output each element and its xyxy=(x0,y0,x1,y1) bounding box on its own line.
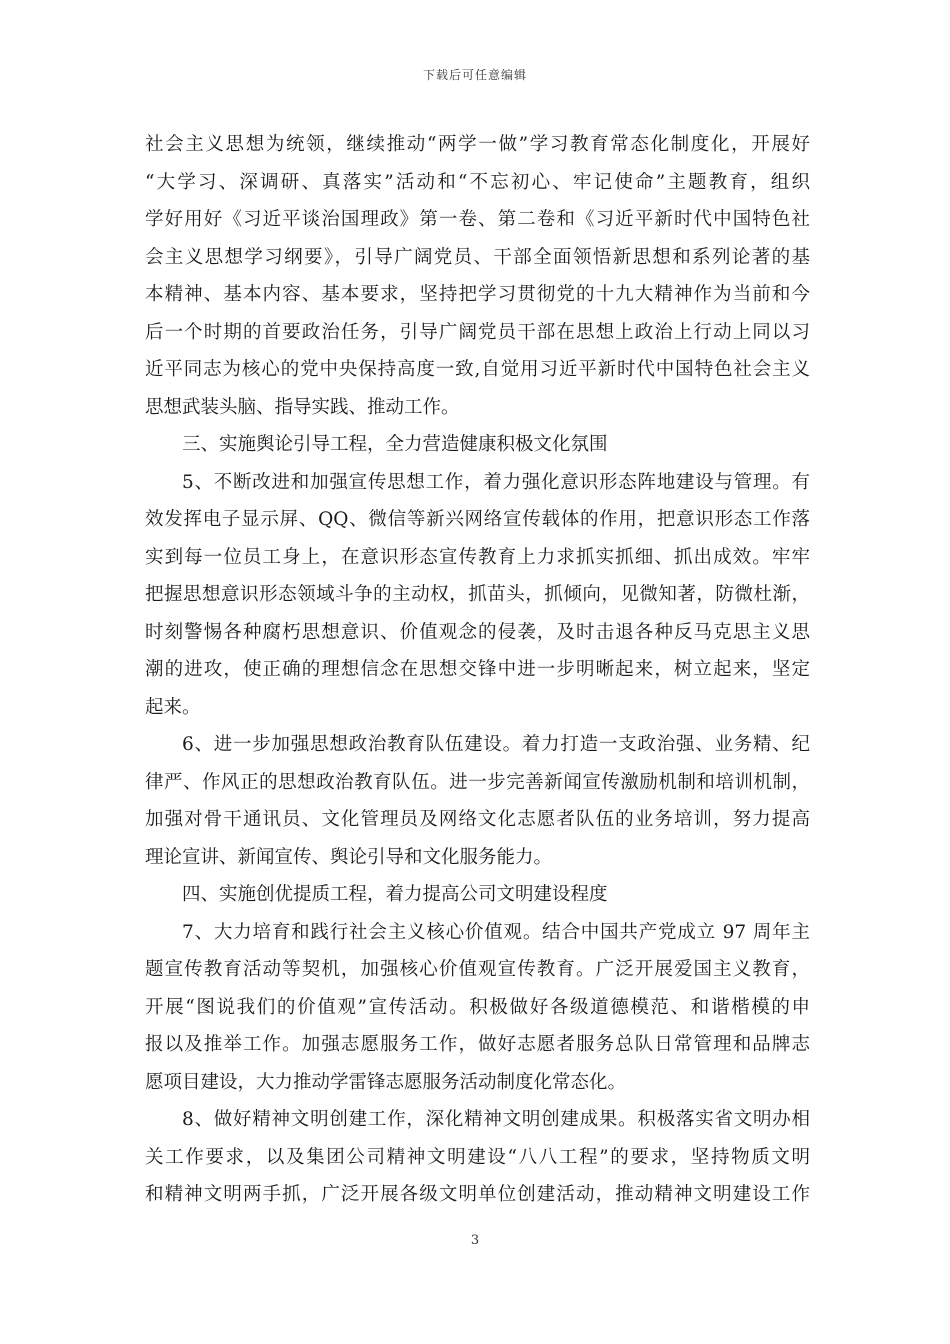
section-heading-4 xyxy=(145,876,810,914)
text-line: 思想武装头脑、指导实践、推动工作。 xyxy=(145,396,460,418)
text-line: 社会主义思想为统领，继续推动“两学一做”学习教育常态化制度化，开展好 xyxy=(145,134,810,155)
text-line: 6、进一步加强思想政治教育队伍建设。着力打造一支政治强、业务精、纪 xyxy=(182,734,810,755)
document-body xyxy=(145,126,810,1214)
text-line: 后一个时期的首要政治任务，引导广阔党员干部在思想上政治上行动上同以习 xyxy=(145,321,810,343)
text-line: 律严、作风正的思想政治教育队伍。进一步完善新闻宣传激励机制和培训机制， xyxy=(145,771,810,793)
text-line: 题宣传教育活动等契机，加强核心价值观宣传教育。广泛开展爱国主义教育， xyxy=(145,959,810,980)
text-line: 报以及推举工作。加强志愿服务工作，做好志愿者服务总队日常管理和品牌志 xyxy=(145,1034,810,1055)
paragraph-8 xyxy=(145,1101,810,1214)
page-number: 3 xyxy=(470,1233,480,1248)
paragraph-5 xyxy=(145,464,810,727)
paragraph-6 xyxy=(145,726,810,876)
text-line: 潮的进攻，使正确的理想信念在思想交锋中进一步明晰起来，树立起来，坚定 xyxy=(145,659,810,680)
text-line: 开展“图说我们的价值观”宣传活动。积极做好各级道德模范、和谐楷模的申 xyxy=(145,996,810,1018)
text-line: 近平同志为核心的党中央保持高度一致,自觉用习近平新时代中国特色社会主义 xyxy=(145,359,810,380)
text-line: 和精神文明两手抓，广泛开展各级文明单位创建活动，推动精神文明建设工作 xyxy=(145,1184,810,1205)
text-line: 学好用好《习近平谈治国理政》第一卷、第二卷和《习近平新时代中国特色社 xyxy=(145,209,810,230)
section-heading-3 xyxy=(145,426,810,464)
paragraph-1 xyxy=(145,126,810,426)
paragraph-7 xyxy=(145,914,810,1102)
section-heading: 四、实施创优提质工程，着力提高公司文明建设程度 xyxy=(182,884,608,905)
text-line: 时刻警惕各种腐朽思想意识、价值观念的侵袭，及时击退各种反马克思主义思 xyxy=(145,621,810,643)
text-line: 加强对骨干通讯员、文化管理员及网络文化志愿者队伍的业务培训，努力提高 xyxy=(145,809,810,830)
text-line: “大学习、深调研、真落实”活动和“不忘初心、牢记使命”主题教育，组织 xyxy=(145,171,810,193)
text-line: 本精神、基本内容、基本要求，坚持把学习贯彻党的十九大精神作为当前和今 xyxy=(145,284,810,305)
page-header: 下载后可任意编辑 xyxy=(422,68,527,82)
text-line: 理论宣讲、新闻宣传、舆论引导和文化服务能力。 xyxy=(145,846,553,868)
text-line: 8、做好精神文明创建工作，深化精神文明创建成果。积极落实省文明办相 xyxy=(182,1109,810,1130)
text-line: 关工作要求，以及集团公司精神文明建设“八八工程”的要求，坚持物质文明 xyxy=(145,1146,810,1168)
text-line: 把握思想意识形态领域斗争的主动权，抓苗头，抓倾向，见微知著，防微杜渐， xyxy=(145,584,810,605)
text-line: 7、大力培育和践行社会主义核心价值观。结合中国共产党成立 97 周年主 xyxy=(182,921,810,943)
text-line: 5、不断改进和加强宣传思想工作，着力强化意识形态阵地建设与管理。有 xyxy=(182,471,810,493)
section-heading: 三、实施舆论引导工程，全力营造健康积极文化氛围 xyxy=(182,434,608,455)
text-line: 效发挥电子显示屏、QQ、微信等新兴网络宣传载体的作用，把意识形态工作落 xyxy=(145,509,810,530)
text-line: 会主义思想学习纲要》，引导广阔党员、干部全面领悟新思想和系列论著的基 xyxy=(145,246,810,268)
text-line: 愿项目建设，大力推动学雷锋志愿服务活动制度化常态化。 xyxy=(145,1071,627,1093)
text-line: 起来。 xyxy=(145,696,201,718)
text-line: 实到每一位员工身上，在意识形态宣传教育上力求抓实抓细、抓出成效。牢牢 xyxy=(145,546,810,568)
